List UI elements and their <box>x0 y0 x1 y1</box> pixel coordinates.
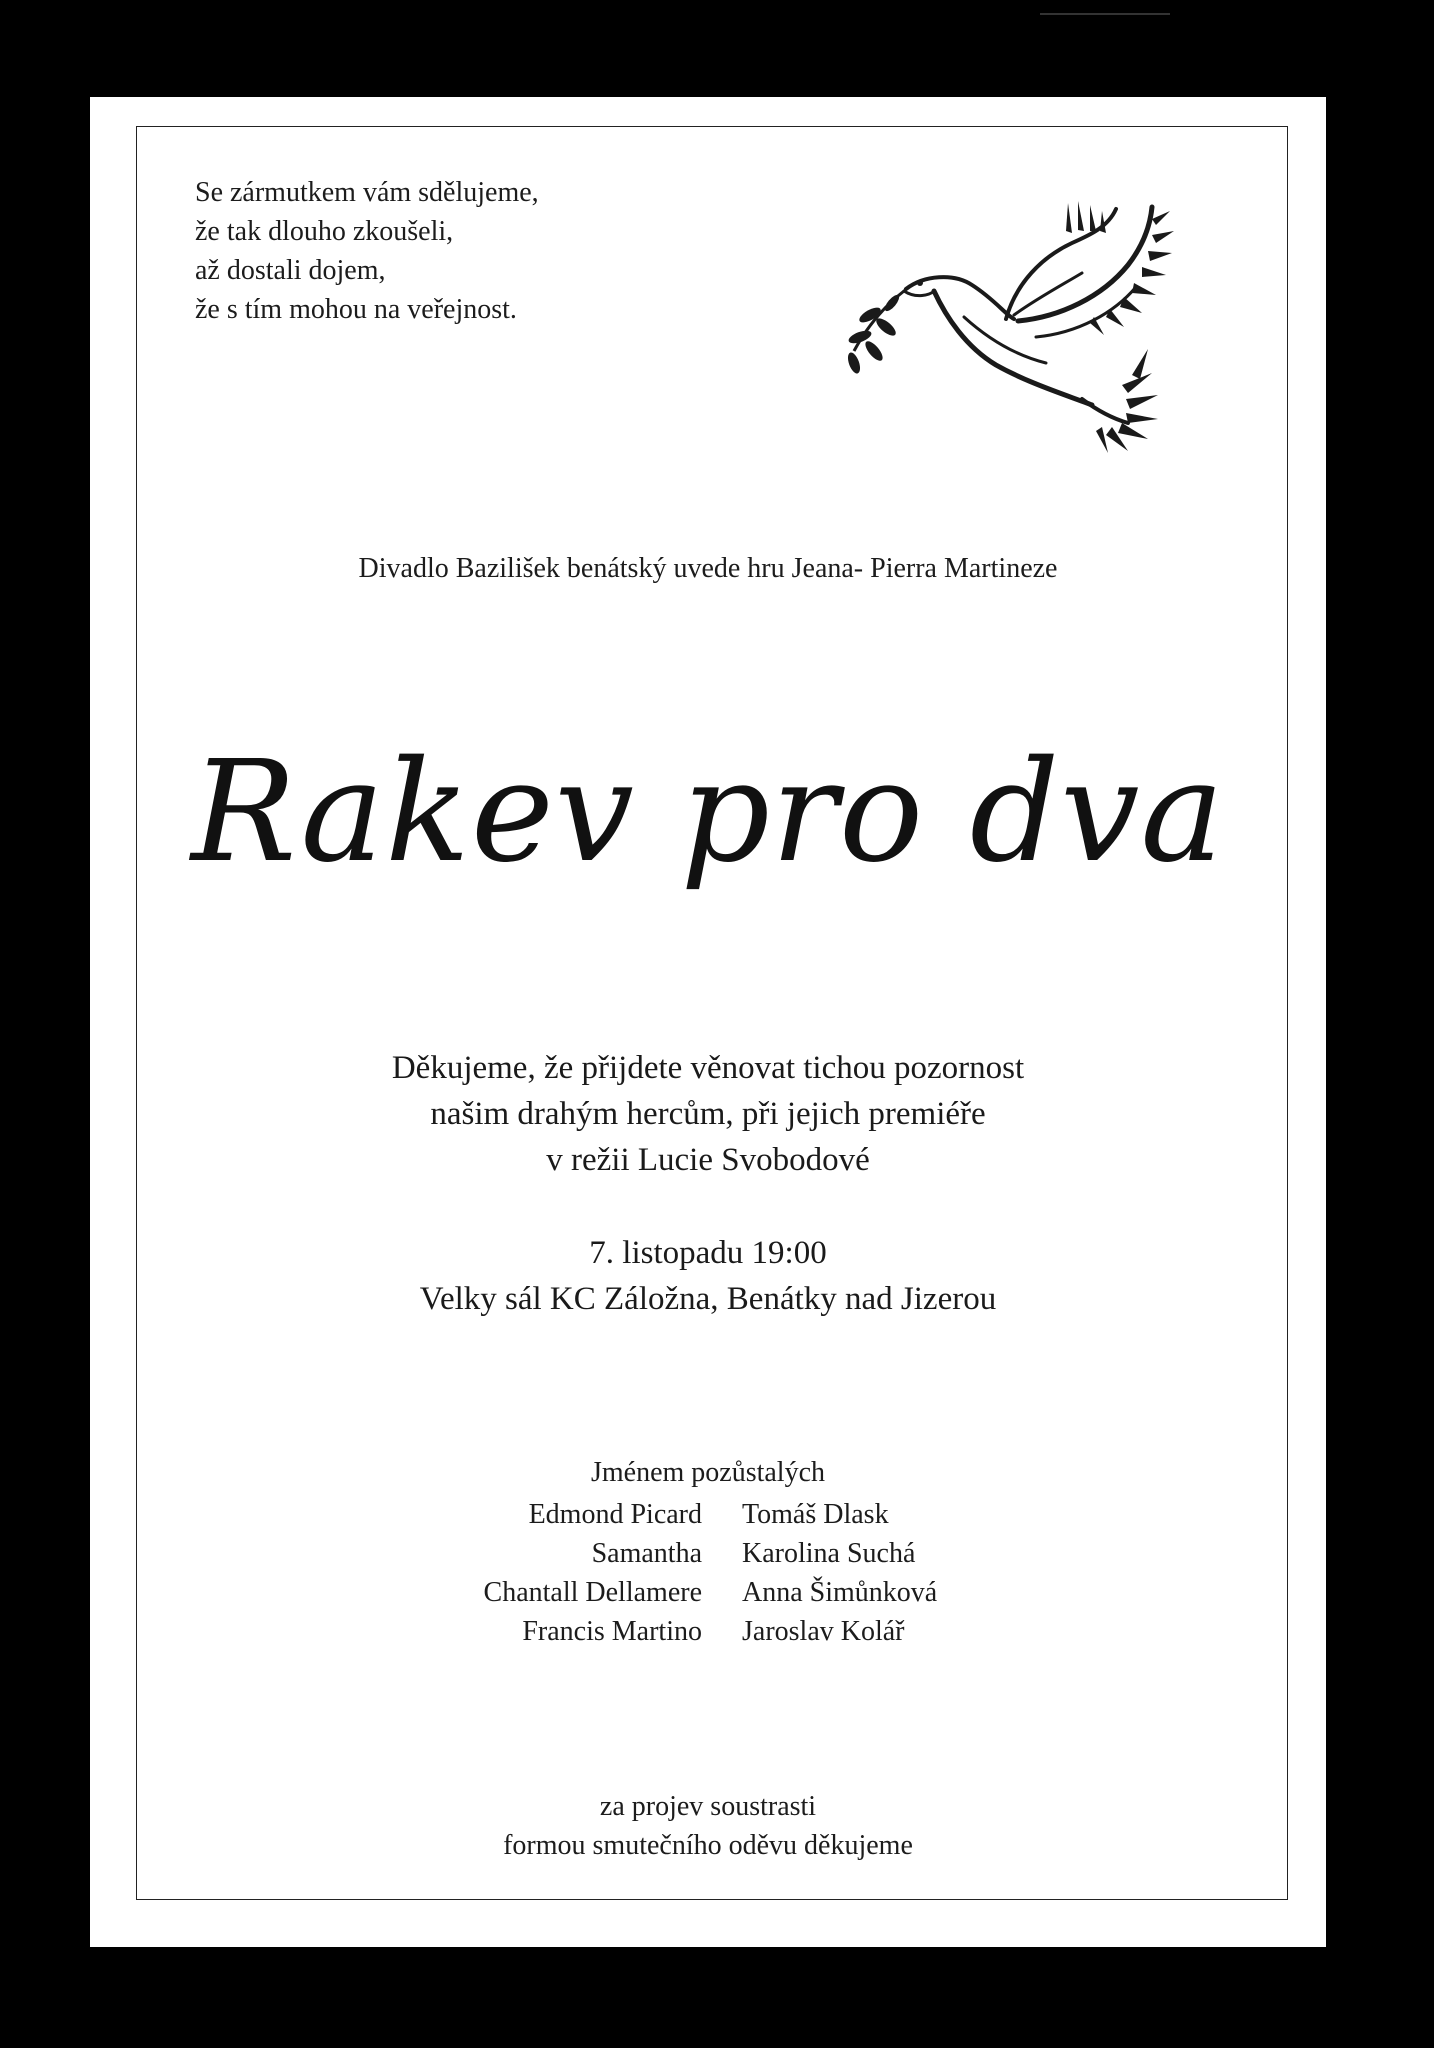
event-place: Velky sál KC Záložna, Benátky nad Jizerou <box>419 1281 997 1317</box>
cast-actor: Tomáš Dlask <box>742 1499 889 1530</box>
cast-row <box>90 1612 1326 1651</box>
cast-role: Samantha <box>591 1538 702 1569</box>
event-date: 7. listopadu 19:00 <box>589 1235 827 1271</box>
dove-with-olive-branch-icon <box>846 187 1186 477</box>
closing-note <box>90 1787 1326 1865</box>
cast-role: Francis Martino <box>522 1616 702 1647</box>
closing-line: za projev soustrasti <box>599 1791 817 1822</box>
cast-list <box>90 1495 1326 1651</box>
intro-line: že tak dlouho zkoušeli, <box>195 216 454 247</box>
thanks-line: našim drahým hercům, při jejich premiéře <box>430 1096 986 1132</box>
cast-role: Chantall Dellamere <box>483 1577 702 1608</box>
cast-actor: Jaroslav Kolář <box>742 1616 905 1647</box>
thanks-paragraph <box>90 1045 1326 1183</box>
cast-actor: Karolina Suchá <box>742 1538 916 1569</box>
event-details <box>90 1230 1326 1322</box>
cast-row <box>90 1534 1326 1573</box>
funeral-notice-paper <box>90 97 1326 1947</box>
intro-line: Se zármutkem vám sdělujeme, <box>195 177 539 208</box>
survivors-heading: Jménem pozůstalých <box>590 1457 826 1488</box>
intro-verse <box>195 173 539 329</box>
cast-actor: Anna Šimůnková <box>742 1577 938 1608</box>
intro-line: že s tím mohou na veřejnost. <box>195 294 517 325</box>
cast-role: Edmond Picard <box>528 1499 702 1530</box>
presenter-line: Divadlo Bazilišek benátský uvede hru Jeana- Pierra Martineze <box>358 553 1058 584</box>
thanks-line: v režii Lucie Svobodové <box>546 1142 870 1178</box>
play-title: Rakev pro dva <box>191 731 1225 894</box>
closing-line: formou smutečního oděvu děkujeme <box>503 1830 913 1861</box>
intro-line: až dostali dojem, <box>195 255 386 286</box>
cast-row <box>90 1573 1326 1612</box>
cast-row <box>90 1495 1326 1534</box>
top-edge-mark <box>1040 13 1170 15</box>
thanks-line: Děkujeme, že přijdete věnovat tichou pozornost <box>391 1050 1025 1086</box>
